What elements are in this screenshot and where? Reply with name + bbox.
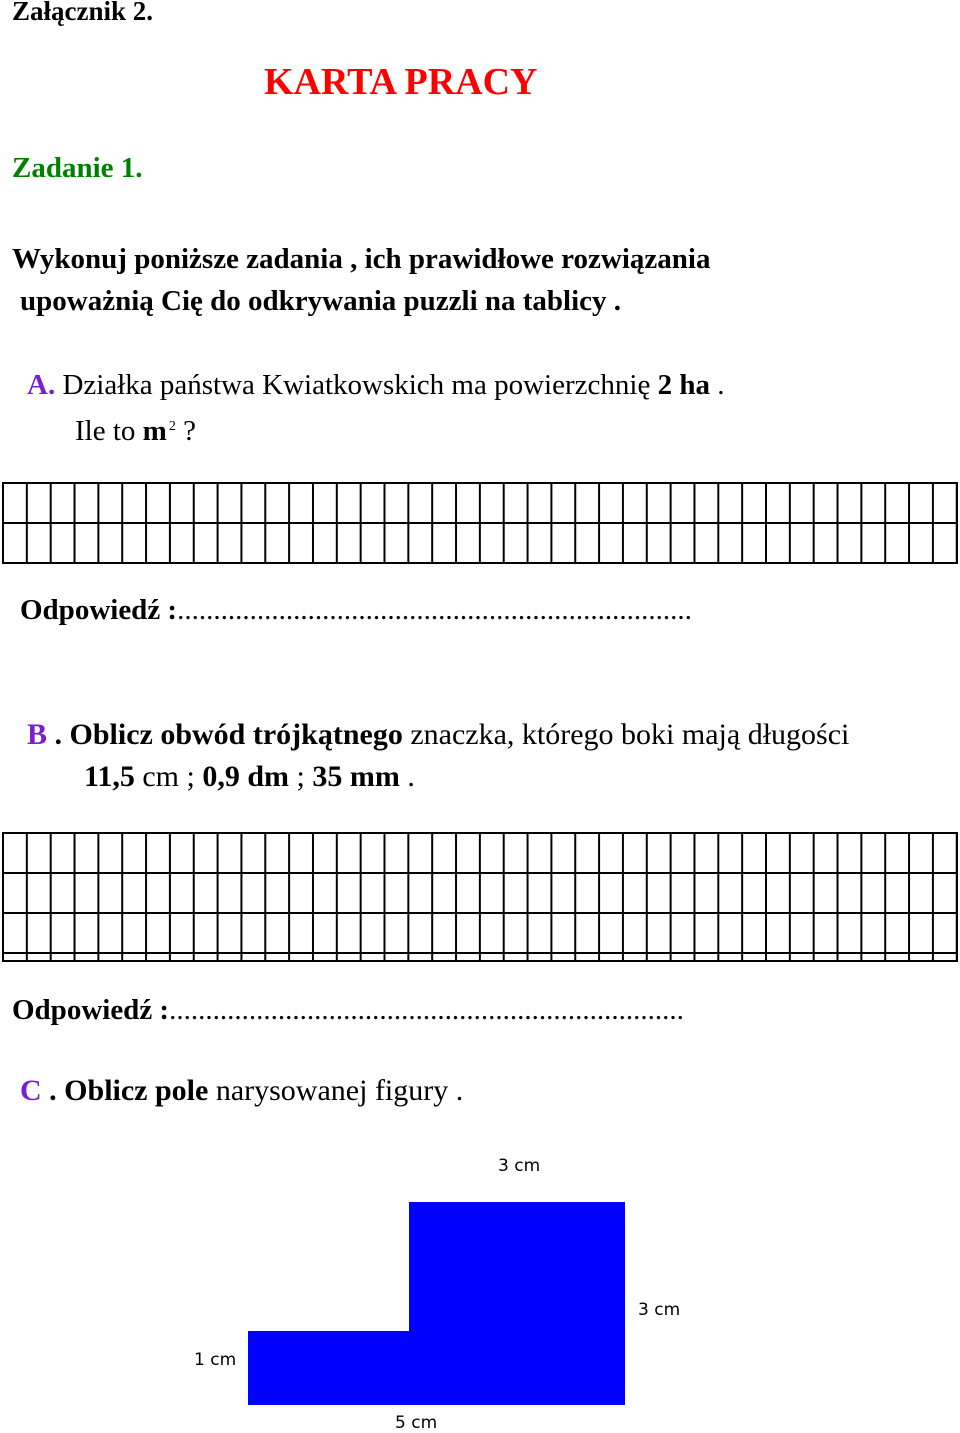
question-a [27,364,724,452]
intro-line-1: Wykonuj poniższe zadania , ich prawidłowe rozwiązania [12,243,711,275]
question-b [27,714,849,798]
question-b-line-1: B . Oblicz obwód trójkątnego znaczka, którego boki mają długości [27,718,850,751]
answer-a [20,594,692,627]
question-b-v3: 35 mm [312,760,400,793]
task-intro [12,238,710,322]
figure-label-bottom: 5 cm [395,1413,438,1433]
question-b-letter: B [27,718,48,751]
answer-grid-b[interactable] [2,832,958,962]
task-heading: Zadanie 1. [12,152,143,184]
answer-b-dots[interactable]: ....................................................................... [169,994,684,1026]
question-b-line-2 [27,756,849,798]
figure-label-left: 1 cm [194,1350,237,1370]
question-b-v1: 11,5 [84,760,135,793]
answer-b [12,994,684,1027]
question-b-v2: 0,9 dm [202,760,290,793]
question-c-bold: Oblicz pole [64,1074,209,1107]
question-a-value: 2 ha [657,369,710,401]
answer-grid-a[interactable] [2,482,958,564]
figure-label-right: 3 cm [638,1300,681,1320]
question-b-u1: cm ; [134,760,203,793]
question-a-text: Działka państwa Kwiatkowskich ma powierzchnię [55,369,658,401]
page-title: KARTA PRACY [264,61,538,103]
question-a-line-1: A. Działka państwa Kwiatkowskich ma powierzchnię 2 ha . [27,369,725,401]
question-a-line2-text: Ile to [75,415,143,447]
question-b-end: . [399,760,415,793]
l-shape-figure [248,1202,626,1406]
l-shape-polygon [248,1202,625,1405]
question-b-sep: ; [289,760,313,793]
question-c: C . Oblicz pole narysowanej figury . [20,1074,464,1107]
question-a-line2-end: ? [175,415,196,447]
question-b-bold: Oblicz obwód trójkątnego [69,718,403,751]
question-a-letter: A [27,369,48,401]
intro-line-2: upoważnią Cię do odkrywania puzzli na tablicy . [20,285,622,317]
question-a-unit: m [142,415,167,447]
answer-a-label: Odpowiedź : [20,594,178,626]
question-b-text: znaczka, którego boki mają długości [402,718,850,751]
question-a-end: . [709,369,725,401]
question-a-line-2 [27,406,724,452]
question-a-exponent: 2 [168,419,176,434]
attachment-label: Załącznik 2. [12,0,154,26]
question-c-letter: C [20,1074,42,1107]
question-c-text: narysowanej figury . [208,1074,464,1107]
figure-label-top: 3 cm [498,1156,541,1176]
answer-b-label: Odpowiedź : [12,994,170,1026]
answer-a-dots[interactable]: ....................................................................... [177,594,692,626]
